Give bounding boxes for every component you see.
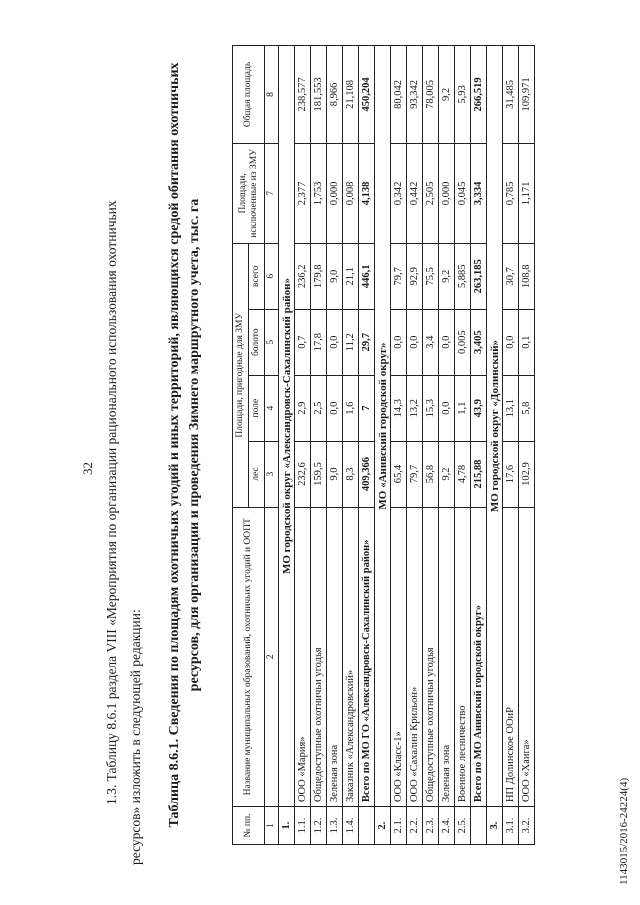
header-excluded: Площади, исключенные из ЗМУ xyxy=(233,143,265,243)
cell-swamp: 29,7 xyxy=(359,309,375,375)
section-row xyxy=(487,46,503,845)
cell-excluded: 0,000 xyxy=(327,143,343,243)
cell-num: 1.2. xyxy=(311,807,327,845)
table-caption: Таблица 8.6.1. Сведения по площадям охотничьих угодий и иных территорий, являющихся средой обитания охотничьих ресурсов, для организации и проведения Зимнего маршрутного учета, тыс. га xyxy=(167,62,202,828)
cell-total: 179,8 xyxy=(311,243,327,309)
cell-forest: 65,4 xyxy=(391,441,407,507)
cell-forest: 56,8 xyxy=(423,441,439,507)
cell-num: 3.1. xyxy=(503,807,519,845)
table-row xyxy=(439,46,455,845)
cell-num: 2.2. xyxy=(407,807,423,845)
cell-num xyxy=(359,807,375,845)
cell-swamp: 3,4 xyxy=(423,309,439,375)
table-row xyxy=(295,46,311,845)
section-num: 3. xyxy=(487,807,503,845)
cell-excluded: 1,753 xyxy=(311,143,327,243)
intro-line-2: ресурсов» изложить в следующей редакции: xyxy=(128,609,143,865)
intro-text xyxy=(100,25,148,865)
cell-total: 30,7 xyxy=(503,243,519,309)
cell-num: 3.2. xyxy=(519,807,535,845)
table-row xyxy=(391,46,407,845)
cell-excluded: 0,785 xyxy=(503,143,519,243)
cell-field: 2,9 xyxy=(295,375,311,441)
section-row xyxy=(375,46,391,845)
table-row xyxy=(503,46,519,845)
cell-total: 236,2 xyxy=(295,243,311,309)
cell-name: Общедоступные охотничьи угодья xyxy=(423,507,439,807)
cell-area: 93,342 xyxy=(407,46,423,144)
table-row xyxy=(423,46,439,845)
cell-field: 13,1 xyxy=(503,375,519,441)
cell-swamp: 0,0 xyxy=(407,309,423,375)
cell-excluded: 1,171 xyxy=(519,143,535,243)
cell-field: 1,1 xyxy=(455,375,471,441)
cell-area: 238,577 xyxy=(295,46,311,144)
cell-forest: 102,9 xyxy=(519,441,535,507)
header-field: поле xyxy=(249,375,265,441)
section-title: МО городской округ «Долинский» xyxy=(487,46,503,807)
cell-forest: 4,78 xyxy=(455,441,471,507)
cell-excluded: 0,342 xyxy=(391,143,407,243)
cell-excluded: 0,000 xyxy=(439,143,455,243)
cell-name: Зеленая зона xyxy=(439,507,455,807)
cell-field: 43,9 xyxy=(471,375,487,441)
cell-total: 92,9 xyxy=(407,243,423,309)
column-index-row xyxy=(265,46,279,845)
table-row xyxy=(343,46,359,845)
cell-area: 80,042 xyxy=(391,46,407,144)
cell-field: 2,5 xyxy=(311,375,327,441)
col-index: 1 xyxy=(265,807,279,845)
section-row xyxy=(279,46,295,845)
cell-total: 21,1 xyxy=(343,243,359,309)
cell-num: 1.4. xyxy=(343,807,359,845)
table-row xyxy=(327,46,343,845)
cell-swamp: 0,0 xyxy=(503,309,519,375)
cell-name: ООО «Хаига» xyxy=(519,507,535,807)
header-total-area: Общая площадь xyxy=(233,46,265,144)
cell-field: 0,0 xyxy=(327,375,343,441)
cell-field: 14,3 xyxy=(391,375,407,441)
cell-excluded: 3,334 xyxy=(471,143,487,243)
cell-area: 266,519 xyxy=(471,46,487,144)
col-index: 8 xyxy=(265,46,279,144)
cell-area: 31,485 xyxy=(503,46,519,144)
page-number: 32 xyxy=(80,462,95,475)
cell-swamp: 11,2 xyxy=(343,309,359,375)
cell-num: 2.1. xyxy=(391,807,407,845)
col-index: 3 xyxy=(265,441,279,507)
cell-forest: 79,7 xyxy=(407,441,423,507)
cell-area: 109,971 xyxy=(519,46,535,144)
total-row xyxy=(471,46,487,845)
cell-total: 108,8 xyxy=(519,243,535,309)
cell-name: ООО «Сахалин Крильон» xyxy=(407,507,423,807)
table-row xyxy=(311,46,327,845)
cell-forest: 159,5 xyxy=(311,441,327,507)
col-index: 7 xyxy=(265,143,279,243)
cell-total: 263,185 xyxy=(471,243,487,309)
cell-forest: 9,0 xyxy=(327,441,343,507)
cell-excluded: 2,377 xyxy=(295,143,311,243)
header-total-zmu: всего xyxy=(249,243,265,309)
intro-line-1: 1.3. Таблицу 8.6.1 раздела VIII «Мероприятия по организации рационального использования охотничьих xyxy=(104,200,119,805)
cell-field: 5,8 xyxy=(519,375,535,441)
header-row-1 xyxy=(233,46,249,845)
cell-num: 2.3. xyxy=(423,807,439,845)
total-row xyxy=(359,46,375,845)
table-row xyxy=(455,46,471,845)
cell-field: 15,3 xyxy=(423,375,439,441)
cell-forest: 8,3 xyxy=(343,441,359,507)
col-index: 4 xyxy=(265,375,279,441)
cell-swamp: 0,0 xyxy=(439,309,455,375)
cell-area: 5,93 xyxy=(455,46,471,144)
cell-forest: 9,2 xyxy=(439,441,455,507)
cell-field: 1,6 xyxy=(343,375,359,441)
cell-num: 1.3. xyxy=(327,807,343,845)
cell-swamp: 0,7 xyxy=(295,309,311,375)
table-row xyxy=(407,46,423,845)
section-title: МО «Анивский городской округ» xyxy=(375,46,391,807)
cell-name: ООО «Мария» xyxy=(295,507,311,807)
cell-total: 446,1 xyxy=(359,243,375,309)
cell-swamp: 3,405 xyxy=(471,309,487,375)
cell-total: 9,0 xyxy=(327,243,343,309)
cell-total: 9,2 xyxy=(439,243,455,309)
col-index: 5 xyxy=(265,309,279,375)
cell-total: 79,7 xyxy=(391,243,407,309)
cell-name: Всего по МО ГО «Александровск-Сахалинский район» xyxy=(359,507,375,807)
cell-forest: 409,366 xyxy=(359,441,375,507)
cell-field: 13,2 xyxy=(407,375,423,441)
cell-excluded: 0,442 xyxy=(407,143,423,243)
cell-excluded: 2,505 xyxy=(423,143,439,243)
header-swamp: болото xyxy=(249,309,265,375)
cell-total: 5,885 xyxy=(455,243,471,309)
header-name: Название муниципальных образований, охотничьих угодий и ООПТ xyxy=(233,507,265,807)
cell-swamp: 17,8 xyxy=(311,309,327,375)
cell-field: 7 xyxy=(359,375,375,441)
cell-area: 450,204 xyxy=(359,46,375,144)
cell-num: 2.4. xyxy=(439,807,455,845)
cell-forest: 17,6 xyxy=(503,441,519,507)
cell-area: 21,108 xyxy=(343,46,359,144)
hunting-areas-table xyxy=(232,45,535,845)
cell-name: Всего по МО Анивский городской округ» xyxy=(471,507,487,807)
cell-name: ООО «Класс-1» xyxy=(391,507,407,807)
cell-area: 9,2 xyxy=(439,46,455,144)
table-row xyxy=(519,46,535,845)
cell-forest: 215,88 xyxy=(471,441,487,507)
cell-name: Общедоступные охотничьи угодья xyxy=(311,507,327,807)
cell-name: Военное лесничество xyxy=(455,507,471,807)
cell-excluded: 0,045 xyxy=(455,143,471,243)
header-num: № пп. xyxy=(233,807,265,845)
section-title: МО городской округ «Александровск-Сахалинский район» xyxy=(279,46,295,807)
cell-num xyxy=(471,807,487,845)
cell-area: 8,966 xyxy=(327,46,343,144)
section-num: 2. xyxy=(375,807,391,845)
cell-name: НП Долинское ООиР xyxy=(503,507,519,807)
cell-num: 1.1. xyxy=(295,807,311,845)
col-index: 2 xyxy=(265,507,279,807)
cell-forest: 232,6 xyxy=(295,441,311,507)
cell-name: Заказник «Александровский» xyxy=(343,507,359,807)
cell-area: 78,005 xyxy=(423,46,439,144)
cell-num: 2.5. xyxy=(455,807,471,845)
cell-total: 75,5 xyxy=(423,243,439,309)
cell-field: 0,0 xyxy=(439,375,455,441)
cell-swamp: 0,1 xyxy=(519,309,535,375)
cell-area: 181,553 xyxy=(311,46,327,144)
col-index: 6 xyxy=(265,243,279,309)
cell-swamp: 0,005 xyxy=(455,309,471,375)
document-footer-code: 1143015/2016-24224(4) xyxy=(618,777,630,885)
cell-swamp: 0,0 xyxy=(391,309,407,375)
header-forest: лес xyxy=(249,441,265,507)
cell-swamp: 0,0 xyxy=(327,309,343,375)
cell-name: Зеленая зона xyxy=(327,507,343,807)
header-zmu-group: Площади, пригодные для ЗМУ xyxy=(233,243,249,507)
section-num: 1. xyxy=(279,807,295,845)
cell-excluded: 0,008 xyxy=(343,143,359,243)
cell-excluded: 4,138 xyxy=(359,143,375,243)
